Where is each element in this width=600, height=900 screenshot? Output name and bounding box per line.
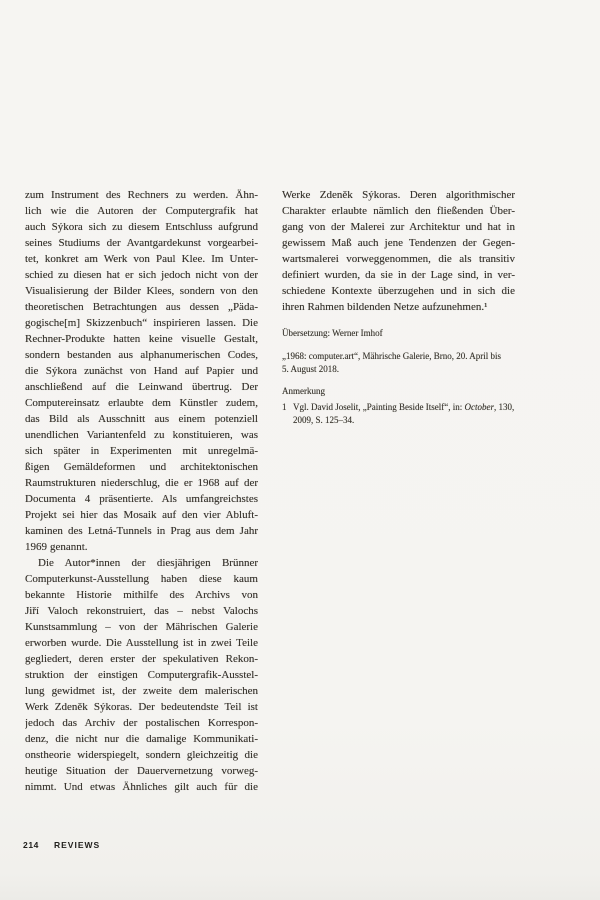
- text-line: nimmt. Und etwas Ähnliches gilt auch für die: [25, 781, 258, 793]
- footnote-text: [293, 401, 515, 427]
- text-line: die Sýkora zunächst von Hand auf Papier und: [25, 365, 258, 377]
- text-line: gewissem Maß auch jene Tendenzen der Gegen-: [282, 237, 515, 249]
- text-line: auch Sýkora sich zu diesem Entschluss aufgrund: [25, 221, 258, 233]
- text-line: lich wie die Autoren der Computergrafik hat: [25, 205, 258, 217]
- text-line: unendlichen Variantenfeld zu konstituieren, was: [25, 429, 258, 441]
- text-line: jedoch das Archiv der postalischen Korrespon-: [25, 717, 258, 729]
- text-line: Computerkunst-Ausstellung haben diese kaum: [25, 573, 258, 585]
- text-line: Die Autor*innen der diesjährigen Brünner: [38, 557, 258, 569]
- text-line: schiedene Kontexte überzugehen und in sich die: [282, 285, 515, 297]
- text-line: zum Instrument des Rechners zu werden. Ähn-: [25, 189, 258, 201]
- left-text-column: [25, 187, 258, 795]
- text-line: erworben wurde. Die Ausstellung ist in zwei Teile: [25, 637, 258, 649]
- text-line: bekannte Historie mithilfe des Archivs von: [25, 589, 258, 601]
- text-line: seines Studiums der Avantgardekunst vorgearbei-: [25, 237, 258, 249]
- translation-credit: Übersetzung: Werner Imhof: [282, 328, 383, 338]
- text-line: gang von der Malerei zur Architektur und hat in: [282, 221, 515, 233]
- notes-heading: Anmerkung: [282, 386, 325, 396]
- text-line: ßigen Gemäldeformen und architektonischen: [25, 461, 258, 473]
- text-line: kaminen des Letná-Tunnels in Prag aus dem Jahr: [25, 525, 258, 537]
- text-line: denz, die nicht nur die damalige Kommunikati-: [25, 733, 258, 745]
- text-line: Kunstsammlung – von der Mährischen Galerie: [25, 621, 258, 633]
- text-line: anschließend auf die Leinwand übertrug. Der: [25, 381, 258, 393]
- text-line: Charakter erlaubte nämlich den fließenden Über-: [282, 205, 515, 217]
- text-line: lung gewidmet ist, der zweite dem malerischen: [25, 685, 258, 697]
- text-line: Raumstrukturen niederschlug, die er 1968 auf der: [25, 477, 258, 489]
- page-number: 214: [23, 840, 39, 850]
- text-line: gegliedert, deren erster der spekulativen Rekon-: [25, 653, 258, 665]
- text-line: ihren Rahmen bildenden Netze aufzunehmen.¹: [282, 301, 488, 313]
- text-line: Rechner-Produkte hatten keine visuelle Gestalt,: [25, 333, 258, 345]
- text-line: struktion der einstigen Computergrafik-Ausstel-: [25, 669, 258, 681]
- footnote-text-part: Vgl. David Joselit, „Painting Beside Itself“, in:: [293, 402, 465, 412]
- text-line: Werke Zdeněk Sýkoras. Deren algorithmischer: [282, 189, 515, 201]
- text-line: theoretischen Betrachtungen aus dessen „Päda-: [25, 301, 258, 313]
- back-matter: [282, 327, 515, 427]
- text-line: „1968: computer.art“, Mährische Galerie, Brno, 20. April bis: [282, 351, 501, 361]
- text-line: sich später in Experimenten mit unregelmä-: [25, 445, 258, 457]
- footnote-text-line2: 2009, S. 125–34.: [293, 415, 355, 425]
- right-column-paragraphs: [282, 187, 515, 315]
- text-line: Jiří Valoch rekonstruiert, das – nebst Valochs: [25, 605, 258, 617]
- section-label: REVIEWS: [53, 840, 101, 850]
- footnote-1: [282, 401, 515, 427]
- text-line: schied zu diesen hat er sich jedoch nicht von der: [25, 269, 258, 281]
- text-line: Documenta 4 präsentierte. Als umfangreichstes: [25, 493, 258, 505]
- page-footer: [23, 840, 100, 850]
- text-line: onstheorie widerspiegelt, sondern gleichzeitig die: [25, 749, 258, 761]
- text-line: gogische[m] Skizzenbuch“ inspirieren lassen. Die: [25, 317, 258, 329]
- text-line: heutige Situation der Dauervernetzung vorweg-: [25, 765, 258, 777]
- journal-title-italic: October: [464, 402, 494, 412]
- text-line: definiert wurden, da sie in der Lage sind, in ver-: [282, 269, 515, 281]
- text-line: Projekt sei hier das Mosaik auf den vier Abluft-: [25, 509, 258, 521]
- text-line: Werk Zdeněk Sýkoras. Der bedeutendste Teil ist: [25, 701, 258, 713]
- footnote-text-part: , 130,: [493, 402, 515, 412]
- footnote-number: 1: [282, 402, 287, 412]
- text-line: Computereinsatz erlaubte dem Künstler zudem,: [25, 397, 258, 409]
- text-line: 5. August 2018.: [282, 364, 340, 374]
- exhibition-details: [282, 350, 515, 376]
- text-line: tet, konkret am Werk von Paul Klee. Im Unter-: [25, 253, 258, 265]
- text-line: Visualisierung der Bilder Klees, sondern von den: [25, 285, 258, 297]
- text-line: das Bild als Ausschnitt aus einem potenziell: [25, 413, 258, 425]
- right-text-column: [282, 187, 515, 427]
- text-line: 1969 genannt.: [25, 541, 88, 553]
- text-line: wartsmalerei vorweggenommen, die als transitiv: [282, 253, 515, 265]
- text-line: sondern bestanden aus alphanumerischen Codes,: [25, 349, 258, 361]
